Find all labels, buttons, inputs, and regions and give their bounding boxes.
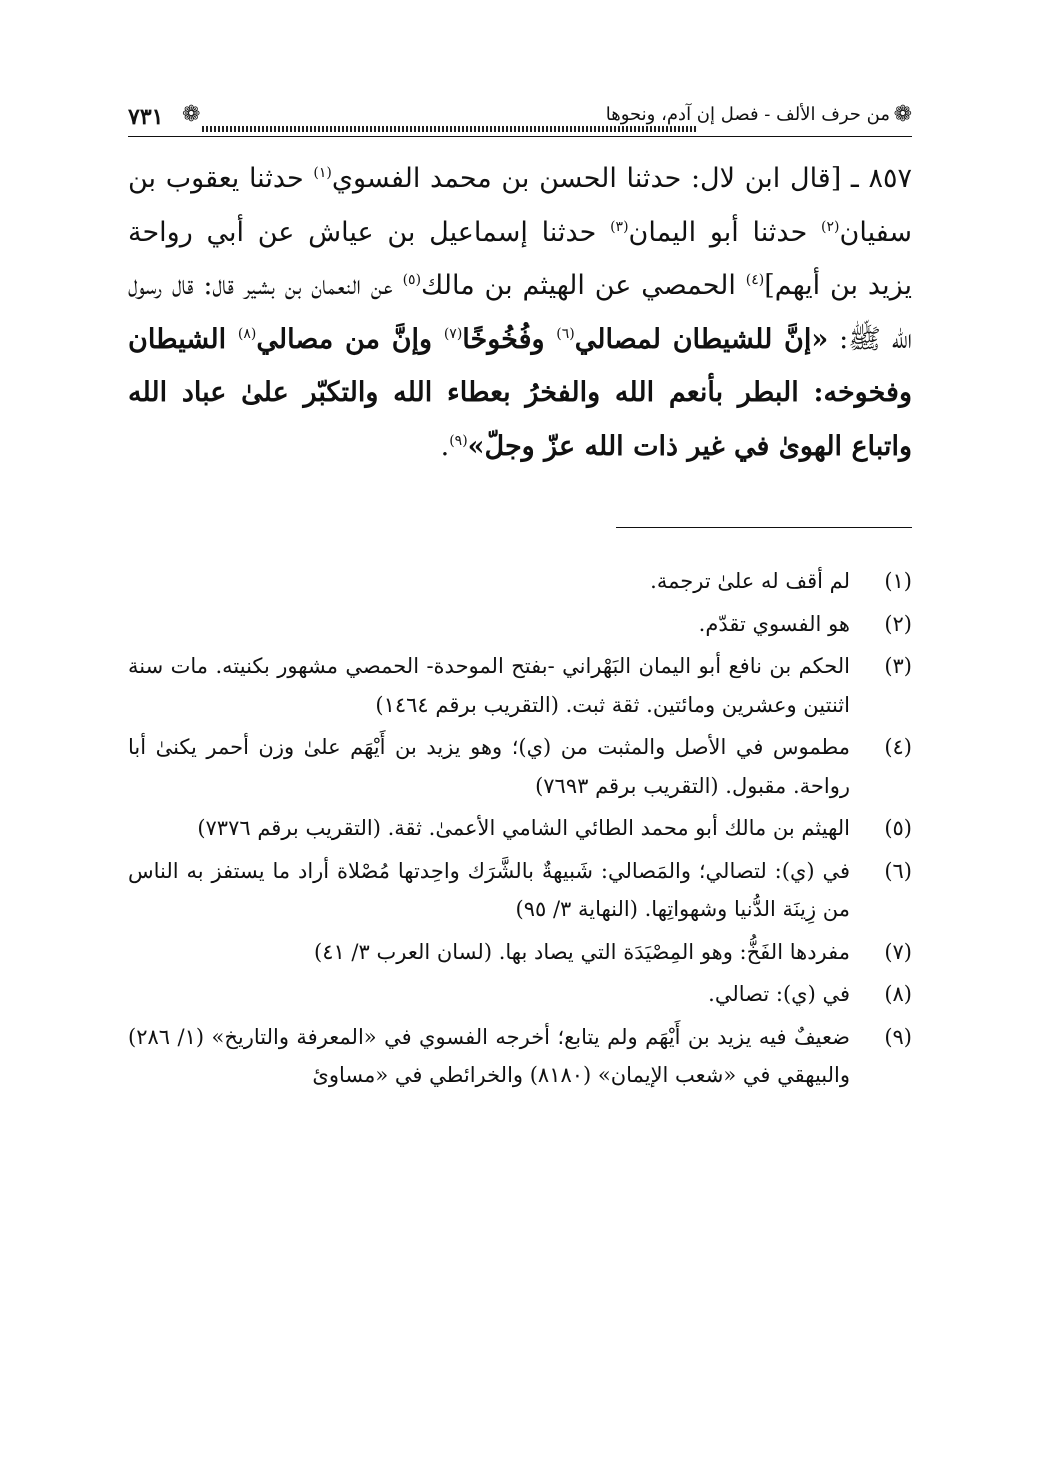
footnote-marker: (٩) [449, 432, 468, 449]
footnote-text: لم أقف له علىٰ ترجمة. [650, 569, 850, 593]
footnote-marker: (٥) [402, 272, 422, 288]
footnotes-list [128, 562, 912, 1099]
footnote-item [128, 1018, 912, 1095]
footnote-marker: (٨) [237, 325, 257, 342]
footnote-number: (٤) [884, 735, 912, 759]
footnote-text: ضعيفٌ فيه يزيد بن أَيْهَم ولم يتابع؛ أخرجه الفسوي في «المعرفة والتاريخ» (١/ ٢٨٦) والبيهقي في «شعب الإيمان» (٨١٨٠) والخرائطي في «مساوئ [128, 1024, 850, 1087]
footnote-number: (٩) [884, 1024, 912, 1049]
footnote-text: الحكم بن نافع أبو اليمان البَهْراني -بفتح الموحدة- الحمصي مشهور بكنيته. مات سنة اثنتين وعشرين ومائتين. ثقة ثبت. (التقريب برقم ١٤٦٤) [128, 654, 850, 717]
footnote-number: (٥) [884, 816, 912, 840]
hadith-matn-text: وإنَّ من مصالي [256, 323, 444, 355]
hadith-paragraph [128, 152, 912, 473]
footnote-text: في (ي): تصالي. [708, 982, 850, 1006]
footnote-marker: (٣) [610, 218, 629, 235]
isnad-text: عن النعمان بن بشير قال: قال رسول الله ﷺ: [128, 270, 912, 355]
page-number: ٧٣١ [128, 104, 164, 130]
footnote-item [128, 647, 912, 724]
footnote-item [128, 605, 912, 644]
header-ornamental-rule [202, 126, 698, 132]
hadith-matn-text: وفُخُوخًا [462, 323, 557, 355]
footnote-number: (٢) [884, 611, 912, 636]
footnote-item [128, 728, 912, 805]
header-ornament-right-icon: ❁ [893, 102, 912, 127]
hadith-matn-text: الشيطان وفخوخه: البطر بأنعم الله والفخرُ بعطاء الله والتكبّر علىٰ عباد الله واتباع الهوىٰ في غير ذات الله عزّ وجلّ» [128, 323, 912, 462]
footnote-number: (٣) [884, 654, 912, 678]
header-underline [128, 136, 912, 137]
isnad-text: . [440, 430, 450, 462]
footnote-item [128, 933, 912, 972]
footnote-number: (٦) [884, 858, 912, 883]
footnote-item [128, 809, 912, 848]
footnote-marker: (١) [313, 165, 332, 181]
hadith-text [128, 152, 912, 473]
footnote-number: (١) [884, 569, 912, 593]
footnote-item [128, 852, 912, 929]
isnad-text: حدثنا يعقوب بن سفيان [128, 163, 912, 248]
footnote-separator [616, 527, 912, 528]
header-title: من حرف الألف - فصل إن آدم، ونحوها [605, 104, 890, 125]
footnote-marker: (٤) [745, 272, 765, 288]
isnad-text: الحمصي عن الهيثم بن مالك [421, 270, 746, 301]
footnote-marker: (٢) [821, 218, 840, 235]
isnad-text: ٨٥٧ ـ [قال ابن لال: حدثنا الحسن بن محمد الفسوي [331, 163, 912, 194]
hadith-matn-text: «إنَّ للشيطان لمصالي [574, 323, 829, 355]
footnote-text: في (ي): لتصالي؛ والمَصالي: شَبيهةٌ بالشَّرَك واحِدتها مُصْلاة أراد ما يستفز به الناس من زِينَة الدُّنيا وشهواتِها. (النهاية ٣/ ٩٥) [128, 858, 850, 921]
footnote-number: (٨) [884, 982, 912, 1006]
header-ornament-left-icon: ❁ [182, 102, 201, 127]
footnote-text: مفردها الفَخُّ: وهو المِصْيَدَة التي يصاد بها. (لسان العرب ٣/ ٤١) [313, 939, 850, 964]
footnote-marker: (٦) [556, 325, 575, 342]
footnote-number: (٧) [884, 939, 912, 964]
footnote-text: هو الفسوي تقدّم. [698, 611, 850, 636]
footnote-marker: (٧) [443, 325, 463, 342]
isnad-text: حدثنا أبو اليمان [628, 216, 822, 248]
footnote-item [128, 562, 912, 601]
footnote-text: مطموس في الأصل والمثبت من (ي)؛ وهو يزيد بن أَيْهَم علىٰ وزن أحمر يكنىٰ أبا رواحة. مقبول. (التقريب برقم ٧٦٩٣) [128, 735, 850, 798]
running-header [128, 100, 912, 138]
isnad-text: حدثنا إسماعيل بن عياش عن أبي رواحة يزيد بن أيهم] [128, 216, 912, 301]
footnote-item [128, 975, 912, 1014]
footnote-text: الهيثم بن مالك أبو محمد الطائي الشامي الأعمىٰ. ثقة. (التقريب برقم ٧٣٧٦) [197, 816, 850, 840]
